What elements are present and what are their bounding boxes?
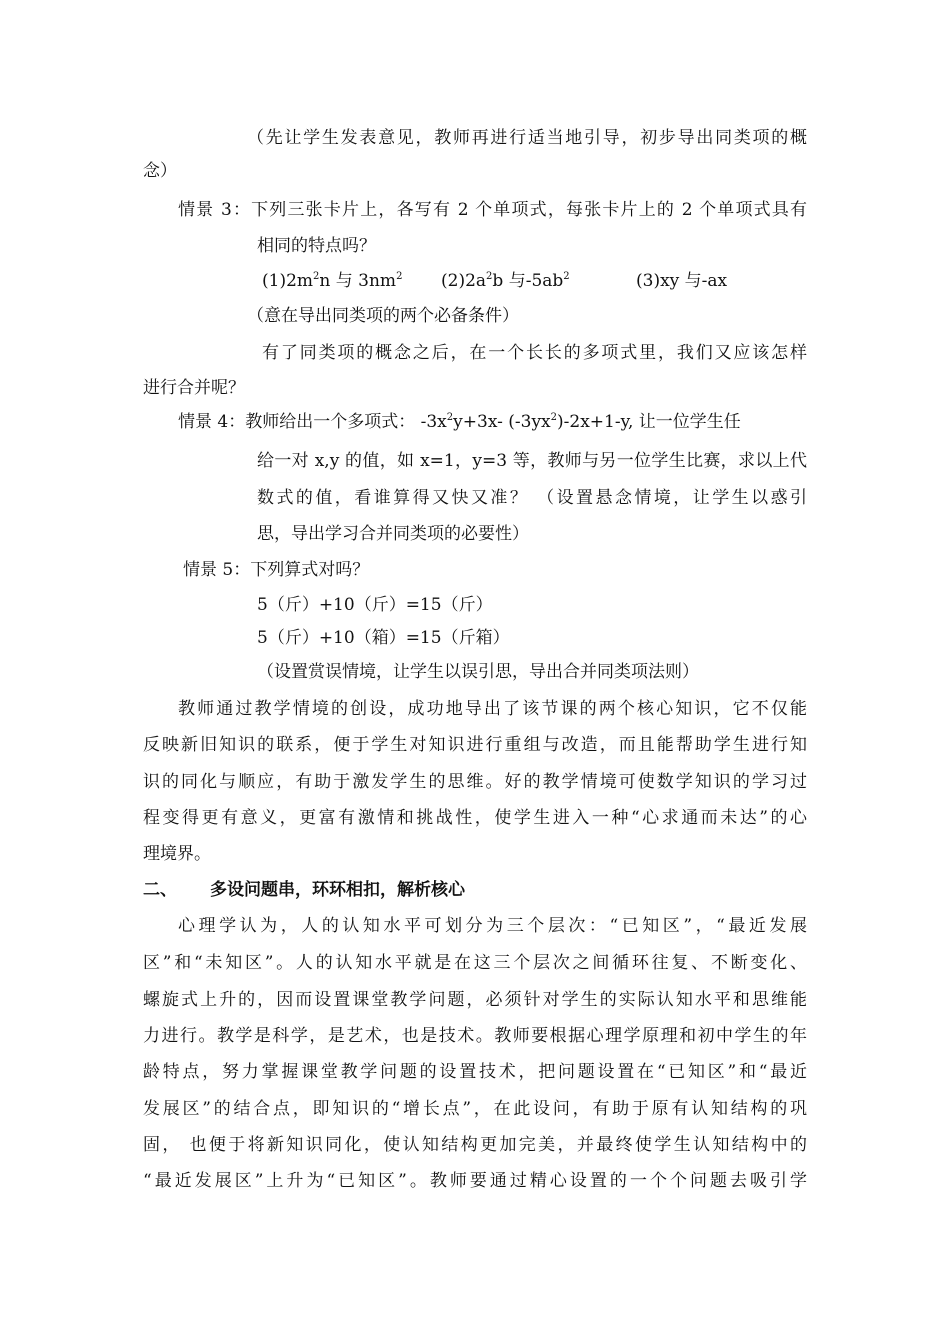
text-line: （意在导出同类项的两个必备条件）	[247, 306, 519, 326]
text-line: （设置赏误情境，让学生以误引思，导出合并同类项法则）	[257, 662, 699, 682]
text-line: 有了同类项的概念之后，在一个长长的多项式里，我们又应该怎样	[262, 343, 807, 363]
text-line: 心理学认为，人的认知水平可划分为三个层次：“已知区”，“最近发展	[178, 916, 807, 936]
section-heading-number: 二、	[143, 880, 177, 900]
text-line: 进行合并呢？	[143, 378, 245, 398]
text-line: 识的同化与顺应，有助于激发学生的思维。好的教学情境可使数学知识的学习过	[143, 772, 807, 792]
text-line: 发展区”的结合点，即知识的“增长点”，在此设问，有助于原有认知结构的巩	[143, 1099, 807, 1119]
text-line: 5（斤）+10（斤）=15（斤）	[257, 595, 493, 615]
text-line: 螺旋式上升的，因而设置课堂教学问题，必须针对学生的实际认知水平和思维能	[143, 990, 807, 1010]
text-line: 理境界。	[143, 844, 211, 864]
text-line: （先让学生发表意见，教师再进行适当地引导，初步导出同类项的概	[247, 128, 807, 148]
text-line: 情景 5：下列算式对吗？	[183, 560, 370, 580]
text-line: 情景 3：下列三张卡片上，各写有 2 个单项式，每张卡片上的 2 个单项式具有	[178, 200, 807, 220]
text-line: 力进行。教学是科学，是艺术，也是技术。教师要根据心理学原理和初中学生的年	[143, 1026, 807, 1046]
text-line: 相同的特点吗？	[257, 236, 376, 256]
monomial-pair-1: $(1)2m^2n$ 与 $3nm^2$	[262, 271, 403, 291]
section-heading: 多设问题串，环环相扣，解析核心	[210, 880, 465, 900]
text-line: 程变得更有意义，更富有激情和挑战性，使学生进入一种“心求通而未达”的心	[143, 808, 807, 828]
text-line: 5（斤）+10（箱）=15（斤箱）	[257, 628, 510, 648]
text-line: 区”和“未知区”。人的认知水平就是在这三个层次之间循环往复、不断变化、	[143, 953, 807, 973]
text-line: 念）	[143, 161, 177, 181]
text-line: “最近发展区”上升为“已知区”。教师要通过精心设置的一个个问题去吸引学	[143, 1171, 807, 1191]
text-line: 思，导出学习合并同类项的必要性）	[257, 524, 529, 544]
polynomial-line: 情景 4：教师给出一个多项式： $-3x^2y+3x-$ $(-3yx^2)-2x+1-y$, 让一位学生任	[178, 412, 741, 432]
text-line: 教师通过教学情境的创设，成功地导出了该节课的两个核心知识，它不仅能	[178, 699, 807, 719]
text-line: 龄特点，努力掌握课堂教学问题的设置技术，把问题设置在“已知区”和“最近	[143, 1062, 807, 1082]
text-line: 给一对 x,y 的值，如 x=1，y=3 等，教师与另一位学生比赛，求以上代	[257, 451, 807, 471]
text-line: 数式的值，看谁算得又快又准？ （设置悬念情境，让学生以惑引	[257, 488, 807, 508]
monomial-pair-3: (3)xy 与-ax	[636, 271, 728, 291]
text-line: 固， 也便于将新知识同化，使认知结构更加完美，并最终使学生认知结构中的	[143, 1135, 807, 1155]
text-line: 反映新旧知识的联系，便于学生对知识进行重组与改造，而且能帮助学生进行知	[143, 735, 807, 755]
monomial-pair-2: $(2)2a^2b$ 与$-5ab^2$	[441, 271, 570, 291]
